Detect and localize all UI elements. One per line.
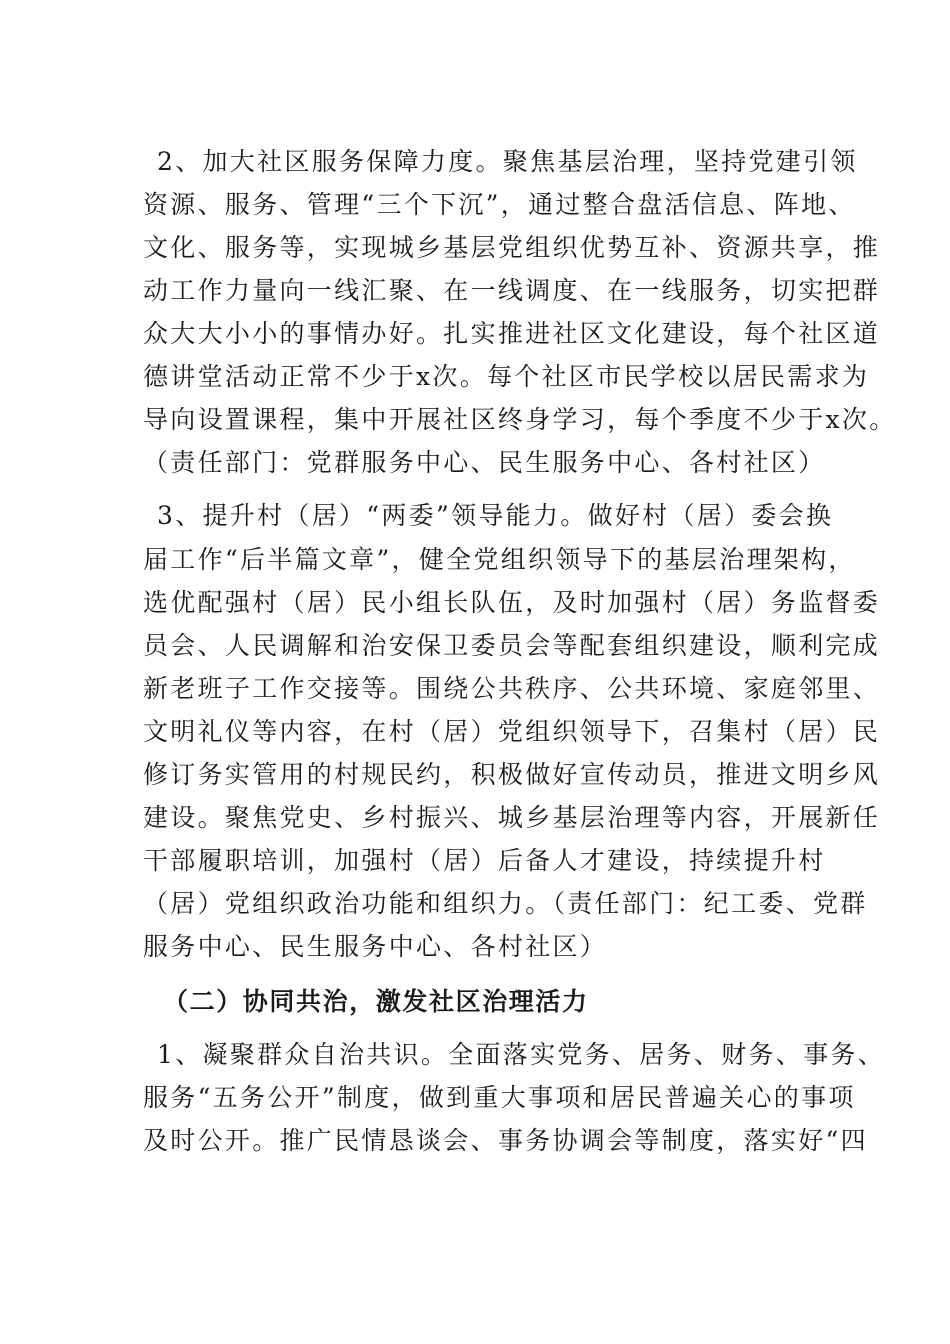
paragraph-line: 服务中心、民生服务中心、各村社区） (143, 932, 608, 961)
paragraph-line: 众大大小小的事情办好。扎实推进社区文化建设，每个社区道 (143, 319, 881, 348)
paragraph-line: （责任部门：党群服务中心、民生服务中心、各村社区） (143, 448, 826, 477)
paragraph-line: （居）党组织政治功能和组织力。（责任部门：纪工委、党群 (143, 889, 868, 918)
paragraph-line: 导向设置课程，集中开展社区终身学习，每个季度不少于x次。 (143, 405, 897, 434)
paragraph-line: 资源、服务、管理“三个下沉”，通过整合盘活信息、阵地、 (143, 190, 856, 219)
section-heading: （二）协同共治，激发社区治理活力 (163, 987, 589, 1016)
paragraph-line: 修订务实管用的村规民约，积极做好宣传动员，推进文明乡风 (143, 760, 881, 789)
paragraph-line: 德讲堂活动正常不少于x次。每个社区市民学校以居民需求为 (143, 362, 870, 391)
paragraph-line: 新老班子工作交接等。围绕公共秩序、公共环境、家庭邻里、 (143, 674, 881, 703)
paragraph-line: 届工作“后半篇文章”，健全党组织领导下的基层治理架构， (143, 545, 856, 574)
paragraph-line: 3、提升村（居）“两委”领导能力。做好村（居）委会换 (157, 501, 834, 530)
paragraph-line: 2、加大社区服务保障力度。聚焦基层治理，坚持党建引领 (157, 147, 858, 176)
paragraph-line: 文化、服务等，实现城乡基层党组织优势互补、资源共享，推 (143, 233, 881, 262)
paragraph-line: 1、凝聚群众自治共识。全面落实党务、居务、财务、事务、 (157, 1040, 886, 1069)
paragraph-line: 文明礼仪等内容，在村（居）党组织领导下，召集村（居）民 (143, 717, 881, 746)
paragraph-line: 员会、人民调解和治安保卫委员会等配套组织建设，顺利完成 (143, 631, 881, 660)
paragraph-line: 服务“五务公开”制度，做到重大事项和居民普遍关心的事项 (143, 1083, 856, 1112)
paragraph-line: 干部履职培训，加强村（居）后备人才建设，持续提升村 (143, 846, 826, 875)
paragraph-line: 动工作力量向一线汇聚、在一线调度、在一线服务，切实把群 (143, 276, 881, 305)
paragraph-line: 及时公开。推广民情恳谈会、事务协调会等制度，落实好“四 (143, 1126, 868, 1155)
paragraph-line: 建设。聚焦党史、乡村振兴、城乡基层治理等内容，开展新任 (143, 803, 881, 832)
paragraph-line: 选优配强村（居）民小组长队伍，及时加强村（居）务监督委 (143, 588, 881, 617)
